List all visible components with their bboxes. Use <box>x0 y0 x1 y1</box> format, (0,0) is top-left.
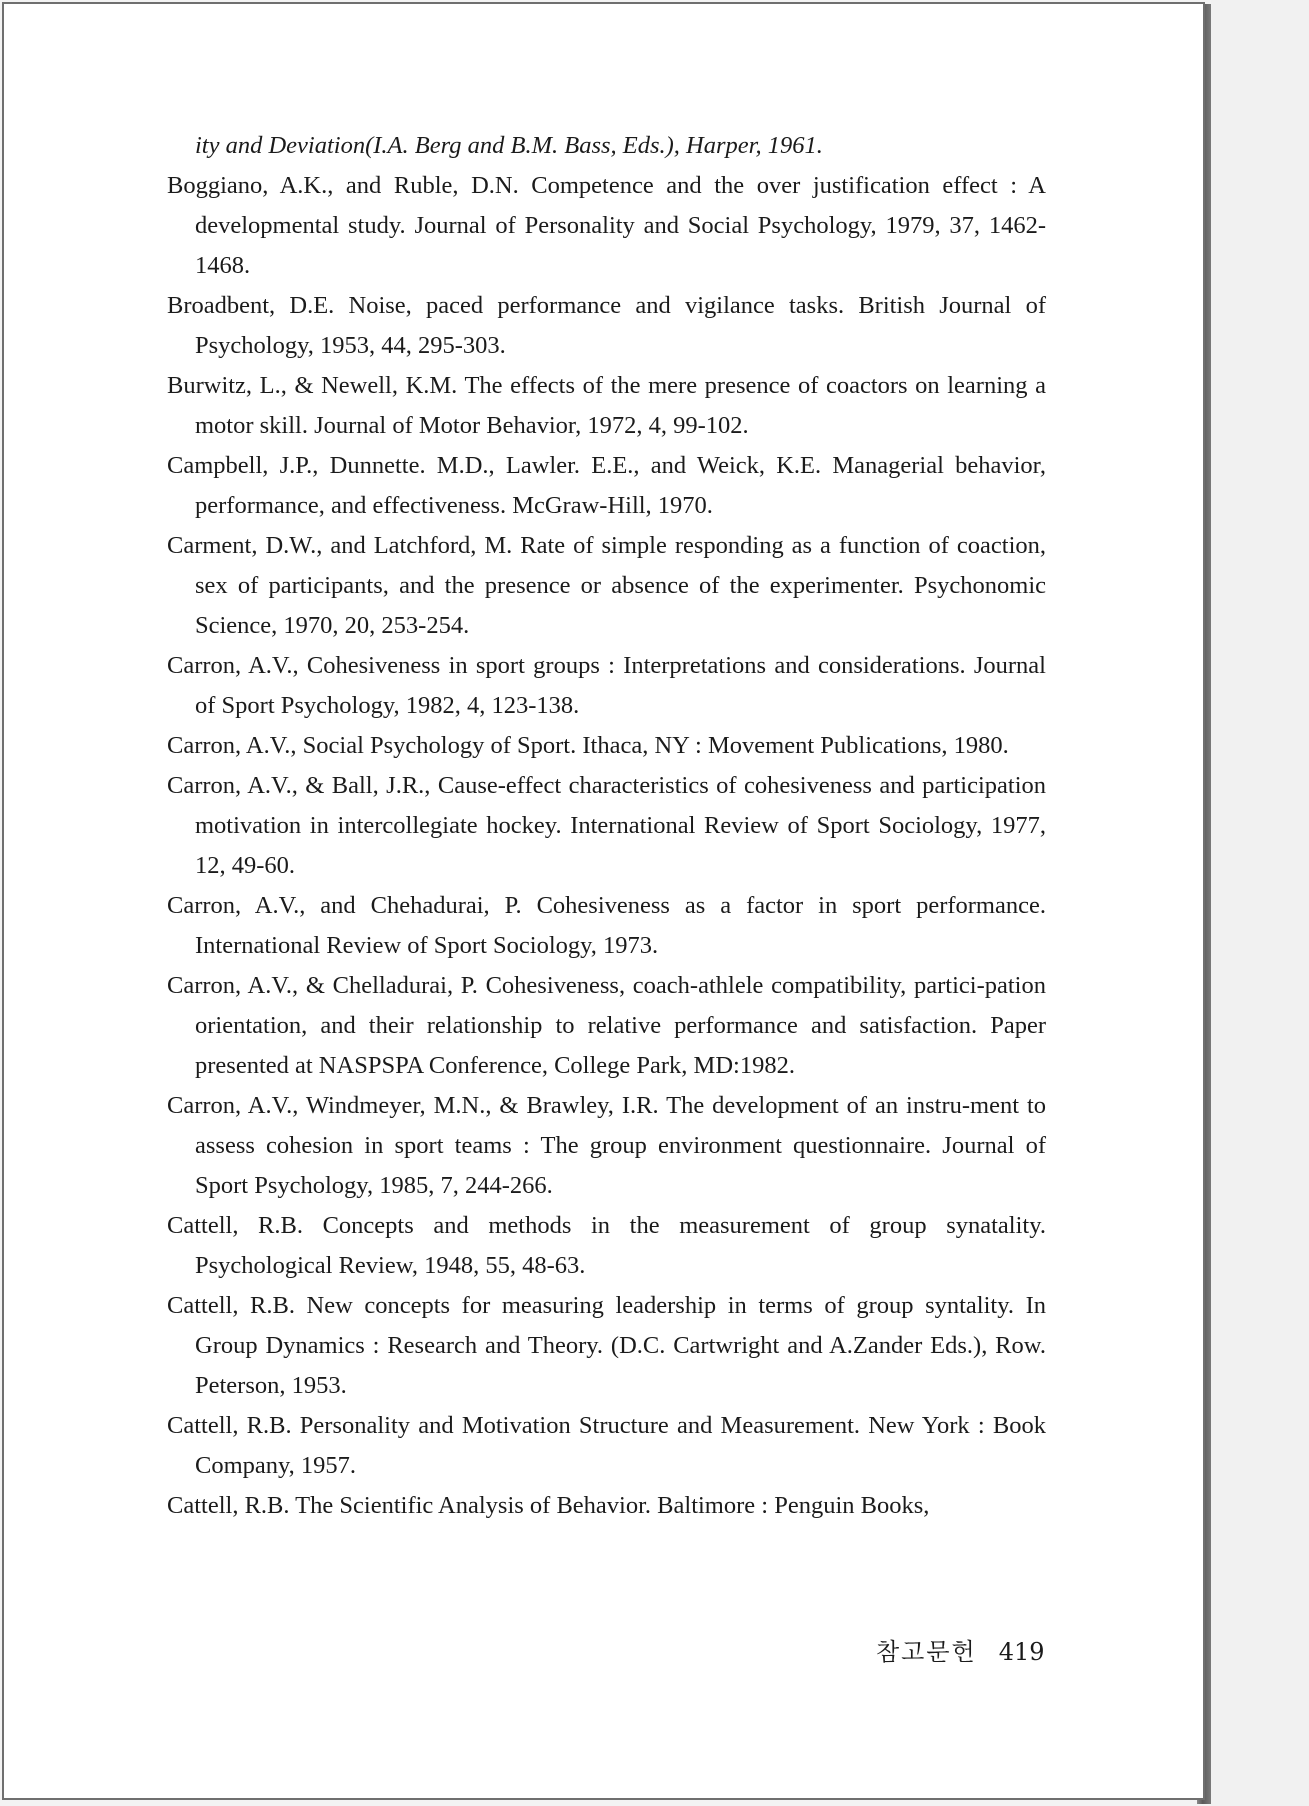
reference-entry: Cattell, R.B. Concepts and methods in the measurement of group synatality. Psychological Review, 1948, 55, 48-63. <box>167 1212 1046 1279</box>
reference-entry: Cattell, R.B. New concepts for measuring leadership in terms of group syntality. In Group Dynamics : Research and Theory. (D.C. Cartwright and A.Zander Eds.), Row. Peterson, 1953. <box>167 1292 1046 1399</box>
reference-entry: Carron, A.V., Windmeyer, M.N., & Brawley, I.R. The development of an instru-ment to assess cohesion in sport teams : The group environment questionnaire. Journal of Sport Psychology, 1985, 7, 244-266. <box>167 1092 1046 1199</box>
reference-entry: Carron, A.V., and Chehadurai, P. Cohesiveness as a factor in sport performance. International Review of Sport Sociology, 1973. <box>167 892 1046 959</box>
reference-entry: Carron, A.V., Social Psychology of Sport. Ithaca, NY : Movement Publications, 1980. <box>167 732 1009 759</box>
running-footer-section: 참고문헌 <box>876 1638 977 1666</box>
page-background-right <box>1211 0 1309 1806</box>
page-number: 419 <box>998 1638 1045 1666</box>
reference-entry: Burwitz, L., & Newell, K.M. The effects of the mere presence of coactors on learning a motor skill. Journal of Motor Behavior, 1972, 4, 99-102. <box>167 372 1046 439</box>
reference-entry: Carron, A.V., & Chelladurai, P. Cohesiveness, coach-athlele compatibility, partici-pation orientation, and their relationship to relative performance and satisfaction. Paper presented at NASPSPA Conference, College Park, MD:1982. <box>167 972 1046 1079</box>
reference-entry: ity and Deviation(I.A. Berg and B.M. Bass, Eds.), Harper, 1961. <box>195 132 823 159</box>
reference-entry: Boggiano, A.K., and Ruble, D.N. Competence and the over justification effect : A developmental study. Journal of Personality and Social Psychology, 1979, 37, 1462-1468. <box>167 172 1046 279</box>
page-footer <box>876 1632 1045 1667</box>
reference-entry: Cattell, R.B. The Scientific Analysis of Behavior. Baltimore : Penguin Books, <box>167 1492 930 1519</box>
reference-entry: Campbell, J.P., Dunnette. M.D., Lawler. E.E., and Weick, K.E. Managerial behavior, performance, and effectiveness. McGraw-Hill, 1970. <box>167 452 1046 519</box>
reference-entry: Cattell, R.B. Personality and Motivation Structure and Measurement. New York : Book Company, 1957. <box>167 1412 1046 1479</box>
reference-list <box>167 126 1046 1526</box>
reference-entry: Broadbent, D.E. Noise, paced performance and vigilance tasks. British Journal of Psychology, 1953, 44, 295-303. <box>167 292 1046 359</box>
reference-entry: Carron, A.V., Cohesiveness in sport groups : Interpretations and considerations. Journal of Sport Psychology, 1982, 4, 123-138. <box>167 652 1046 719</box>
reference-entry: Carron, A.V., & Ball, J.R., Cause-effect characteristics of cohesiveness and participation motivation in intercollegiate hockey. International Review of Sport Sociology, 1977, 12, 49-60. <box>167 772 1046 879</box>
reference-entry: Carment, D.W., and Latchford, M. Rate of simple responding as a function of coaction, sex of participants, and the presence or absence of the experimenter. Psychonomic Science, 1970, 20, 253-254. <box>167 532 1046 639</box>
